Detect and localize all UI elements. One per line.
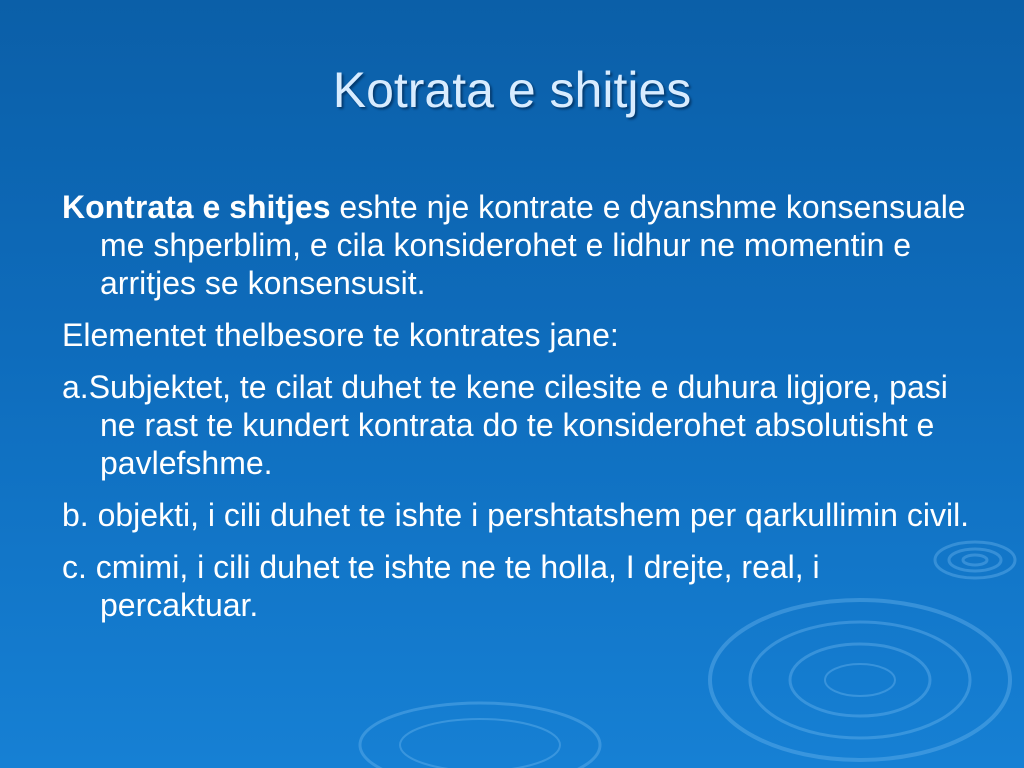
paragraph-definition: [62, 188, 972, 302]
definition-term: Kontrata e shitjes: [62, 189, 331, 225]
paragraph-element-c: c. cmimi, i cili duhet te ishte ne te holla, I drejte, real, i percaktuar.: [62, 549, 820, 623]
paragraph-element-b: b. objekti, i cili duhet te ishte i pershtatshem per qarkullimin civil.: [62, 497, 970, 533]
paragraph-elements-intro: Elementet thelbesore te kontrates jane:: [62, 317, 619, 353]
slide-title: Kotrata e shitjes: [332, 62, 692, 118]
slide-body: [62, 188, 972, 638]
definition-text: eshte nje kontrate e dyanshme konsensuale me shperblim, e cila konsiderohet e lidhur ne momentin e arritjes se konsensusit.: [100, 189, 966, 301]
paragraph-element-a: a.Subjektet, te cilat duhet te kene cilesite e duhura ligjore, pasi ne rast te kundert kontrata do te konsiderohet absolutisht e pavlefshme.: [62, 369, 948, 481]
